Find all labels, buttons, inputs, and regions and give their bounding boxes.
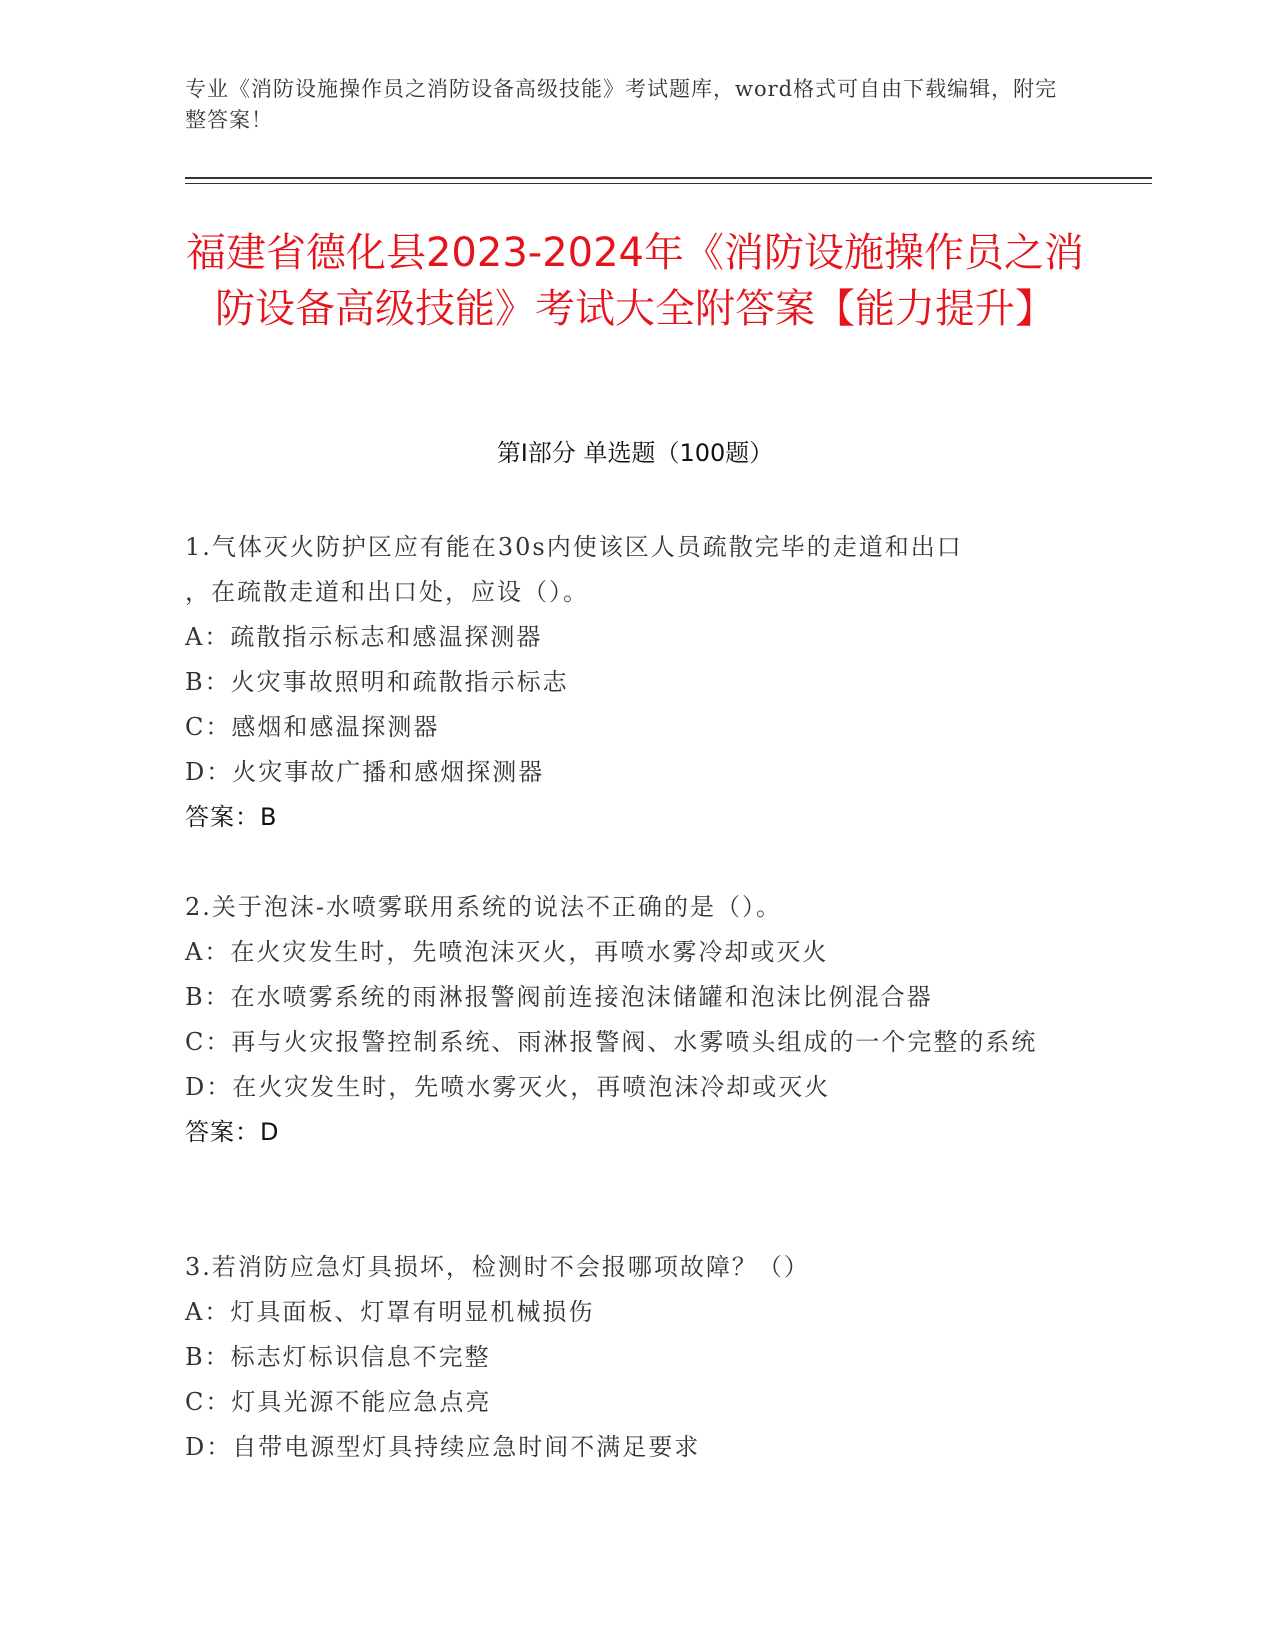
question-1 xyxy=(185,525,1075,840)
option-c: C：灯具光源不能应急点亮 xyxy=(185,1388,492,1416)
question-stem: ，在疏散走道和出口处，应设（）。 xyxy=(185,578,589,606)
answer: 答案：D xyxy=(185,1118,280,1146)
option-d: D：在火灾发生时，先喷水雾灭火，再喷泡沫冷却或灭火 xyxy=(185,1073,831,1101)
option-c: C：再与火灾报警控制系统、雨淋报警阀、水雾喷头组成的一个完整的系统 xyxy=(185,1028,1038,1056)
option-a: A：在火灾发生时，先喷泡沫灭火，再喷水雾冷却或灭火 xyxy=(185,938,829,966)
option-a: A：疏散指示标志和感温探测器 xyxy=(185,623,543,651)
option-c: C：感烟和感温探测器 xyxy=(185,713,440,741)
header-divider-thick xyxy=(185,177,1152,179)
option-d: D：火灾事故广播和感烟探测器 xyxy=(185,758,545,786)
option-b: B：标志灯标识信息不完整 xyxy=(185,1343,491,1371)
question-stem: 1.气体灭火防护区应有能在30s内使该区人员疏散完毕的走道和出口 xyxy=(185,533,963,561)
document-title: 福建省德化县2023-2024年《消防设施操作员之消防设备高级技能》考试大全附答案【能力提升】 xyxy=(185,230,1085,332)
question-2 xyxy=(185,885,1075,1155)
option-b: B：火灾事故照明和疏散指示标志 xyxy=(185,668,569,696)
header-divider-thin xyxy=(185,183,1152,184)
question-stem: 2.关于泡沫-水喷雾联用系统的说法不正确的是（）。 xyxy=(185,893,783,921)
option-d: D：自带电源型灯具持续应急时间不满足要求 xyxy=(185,1433,701,1461)
option-b: B：在水喷雾系统的雨淋报警阀前连接泡沫储罐和泡沫比例混合器 xyxy=(185,983,933,1011)
answer: 答案：B xyxy=(185,803,278,831)
section-heading: 第I部分 单选题（100题） xyxy=(496,439,774,467)
question-3 xyxy=(185,1245,1075,1470)
question-stem: 3.若消防应急灯具损坏，检测时不会报哪项故障？（） xyxy=(185,1253,810,1281)
header-note: 专业《消防设施操作员之消防设备高级技能》考试题库，word格式可自由下载编辑，附完整答案！ xyxy=(185,77,1058,132)
option-a: A：灯具面板、灯罩有明显机械损伤 xyxy=(185,1298,595,1326)
